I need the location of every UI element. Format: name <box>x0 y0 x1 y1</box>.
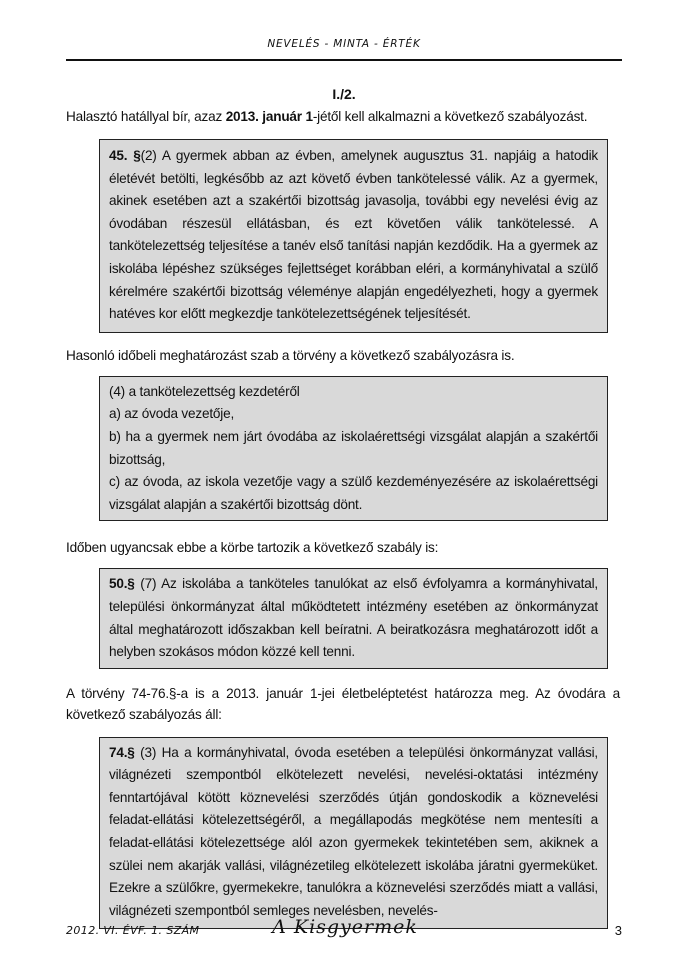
law-line-1: (4) a tankötelezettség kezdetéről <box>109 383 300 399</box>
journal-name: A Kisgyermek <box>272 916 418 938</box>
paragraph-similar: Hasonló időbeli meghatározást szab a törvény a következő szabályozásra is. <box>66 347 515 363</box>
law-ref-74: 74.§ <box>109 744 135 760</box>
page-content <box>66 106 620 929</box>
page-number: 3 <box>614 923 622 938</box>
law-line-3: b) ha a gyermek nem járt óvodába az iskolaérettségi vizsgálat alapján a szakértői bizottság, <box>109 428 598 467</box>
running-header: NEVELÉS - MINTA - ÉRTÉK <box>267 38 421 50</box>
law-box-50-text <box>109 573 598 663</box>
law-body-50: (7) Az iskolába a tanköteles tanulókat az első évfolyamra a kormányhivatal, települési önkormányzat által működtetett intézmény esetében az önkormányzat által meghatározott időszakban kell beíratni. A beiratkozásra meghatározott időt a helyben szokásos módon közzé kell tenni. <box>109 576 598 660</box>
section-title: I./2. <box>332 86 356 102</box>
law-box-74 <box>99 737 608 930</box>
law-ref-45: 45. § <box>109 148 141 163</box>
law-line-4: c) az óvoda, az iskola vezetője vagy a szülő kezdeményezésére az iskolaérettségi vizsgálat alapján a szakértői bizottság dönt. <box>109 474 598 512</box>
law-box-45 <box>99 139 608 333</box>
law-line-2: a) az óvoda vezetője, <box>109 406 235 422</box>
law-box-45-text <box>109 145 598 326</box>
paragraph-law-74-76: A törvény 74-76.§-a is a 2013. január 1-jei életbeléptetést határozza meg. Az óvodára a következő szabályozás áll: <box>66 685 620 722</box>
issue-label: 2012. VI. ÉVF. 1. SZÁM <box>66 924 200 937</box>
intro-text-after: -jétől kell alkalmazni a következő szabályozást. <box>312 109 588 124</box>
intro-date: 2013. január 1 <box>225 109 313 124</box>
law-body-74: (3) Ha a kormányhivatal, óvoda esetében a települési önkormányzat vallási, világnézeti szempontból elkötelezett nevelési, nevelési-oktatási intézmény fenntartójával kötött köznevelési szerződés útján gondoskodik a köznevelési feladat-ellátási kötelezettségéről, a megállapodás megkötése nem mentesíti a feladat-ellátási kötelezettsége alól azon gyermekek tekintetében sem, akiknek a szülei nem akarják vallási, világnézetileg elkötelezett iskolába járatni gyermeküket. Ezekre a szülőkre, gyermekekre, tanulókra a köznevelési szerződés miatt a vallási, világnézeti szempontból semleges nevelésben, nevelés- <box>109 744 598 918</box>
law-box-4 <box>99 376 608 522</box>
paragraph-same-time: Időben ugyancsak ebbe a körbe tartozik a következő szabály is: <box>66 540 439 556</box>
law-box-50 <box>99 568 608 668</box>
header-rule <box>66 59 622 61</box>
law-ref-50: 50.§ <box>109 576 135 592</box>
law-body-45: (2) A gyermek abban az évben, amelynek augusztus 31. napjáig a hatodik életévét betölti, legkésőbb az azt követő évben tankötelessé válik. Az a gyermek, akinek esetében azt a szakértői bizottság javasolja, további egy nevelési évig az óvodában részesül ellátásban, és ezt követően válik tankötelessé. A tankötelezettség teljesítése a tanév első tanítási napján kezdődik. Ha a gyermek az iskolába lépéshez szükséges fejlettséget korábban eléri, a kormányhivatal a szülő kérelmére szakértői bizottság véleménye alapján engedélyezheti, hogy a gyermek hatéves kor előtt megkezdje tankötelezettségének teljesítését. <box>109 148 598 322</box>
intro-paragraph <box>66 106 620 127</box>
intro-text-before: Halasztó hatállyal bír, azaz <box>66 109 226 124</box>
law-box-74-text <box>109 742 598 923</box>
